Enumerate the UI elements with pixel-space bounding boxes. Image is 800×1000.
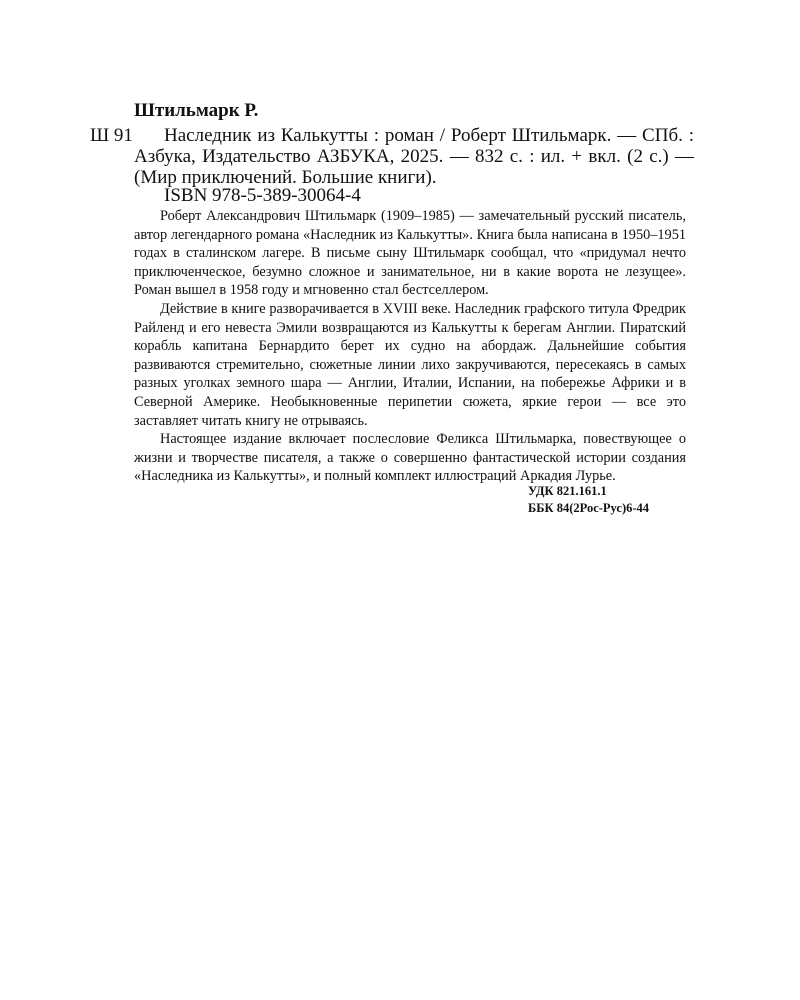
annotation-paragraph-1: Роберт Александрович Штильмарк (1909–1985) — замечательный русский писатель, автор легендарного романа «Наследник из Калькутты». Книга была написана в 1950–1951 годах в сталинском лагере. В письме сыну Штильмарк сообщал, что «придумал нечто приключенческое, безумно сложное и занимательное, ни в какие ворота не лезущее». Роман вышел в 1958 году и мгновенно стал бестселлером. [134, 208, 686, 299]
classification-codes [528, 483, 649, 517]
isbn-line: ISBN 978-5-389-30064-4 [164, 185, 361, 206]
udk-code: УДК 821.161.1 [528, 484, 607, 498]
author-mark: Ш 91 [90, 125, 133, 146]
annotation-paragraph-3: Настоящее издание включает послесловие Феликса Штильмарка, повествующее о жизни и творчестве писателя, а также о совершенно фантастической истории создания «Наследника из Калькутты», и полный комплект иллюстраций Аркадия Лурье. [134, 431, 686, 485]
bibliographic-description: Наследник из Калькутты : роман / Роберт Штильмарк. — СПб. : Азбука, Издательство АЗБУКА, 2025. — 832 с. : ил. + вкл. (2 с.) — (Мир приключений. Большие книги). [134, 125, 694, 188]
annotation-paragraph-2: Действие в книге разворачивается в XVIII веке. Наследник графского титула Фредрик Райленд и его невеста Эмили возвращаются из Калькутты к берегам Англии. Пиратский корабль капитана Бернардито берет их судно на абордаж. Дальнейшие события развиваются стремительно, сюжетные линии лихо закручиваются, пересекаясь в самых разных уголках земного шара — Англии, Италии, Испании, на побережье Африки и в Северной Америке. Необыкновенные перипетии сюжета, яркие герои — все это заставляет читать книгу не отрываясь. [134, 300, 686, 429]
annotation [134, 207, 686, 486]
bbk-code: ББК 84(2Рос-Рус)6-44 [528, 501, 650, 515]
author-heading: Штильмарк Р. [134, 100, 259, 121]
